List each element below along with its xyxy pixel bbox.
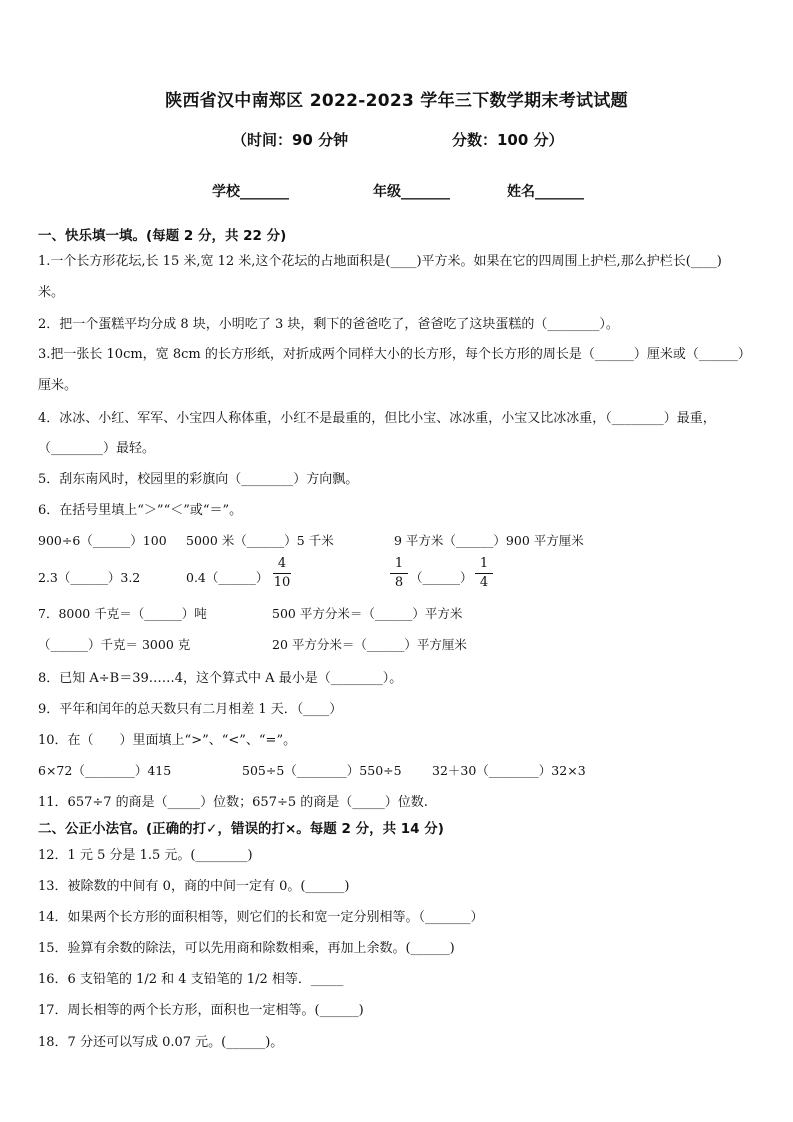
fraction-denominator: 4 [479, 575, 489, 590]
school-field: 学校_______ [212, 184, 289, 200]
question-11: 11．657÷7 的商是（_____）位数；657÷5 的商是（_____）位数. [38, 795, 428, 810]
name-field: 姓名_______ [507, 184, 584, 200]
question-10-item-a: 6×72（________）415 [38, 763, 172, 778]
question-7-item-c: （______）千克＝ 3000 克 [38, 637, 191, 652]
question-10-item-c: 32＋30（________）32×3 [432, 763, 586, 778]
grade-field: 年级_______ [373, 184, 450, 200]
question-6-item-e: 0.4（______） [186, 570, 269, 585]
section-2-heading: 二、公正小法官。(正确的打✓，错误的打×。每题 2 分，共 14 分) [38, 821, 444, 837]
fraction-1-8 [390, 556, 408, 591]
fraction-numerator: 1 [479, 556, 489, 571]
question-3-line-1: 3.把一张长 10cm，宽 8cm 的长方形纸，对折成两个同样大小的长方形，每个长方形的周长是（______）厘米或（______） [38, 347, 751, 362]
question-12: 12．1 元 5 分是 1.5 元。(________) [38, 848, 253, 863]
question-6: 6．在括号里填上“＞”“＜”或“＝”。 [38, 503, 243, 518]
fraction-1-4 [475, 556, 493, 591]
question-15: 15．验算有余数的除法，可以先用商和除数相乘，再加上余数。(______) [38, 941, 455, 956]
question-14: 14．如果两个长方形的面积相等，则它们的长和宽一定分别相等。（_______） [38, 910, 484, 925]
question-4-line-1: 4．冰冰、小红、军军、小宝四人称体重，小红不是最重的，但比小宝、冰冰重，小宝又比冰冰重，（________）最重， [38, 411, 716, 426]
exam-score: 分数：100 分） [452, 131, 564, 149]
section-1-heading: 一、快乐填一填。(每题 2 分，共 22 分) [38, 228, 287, 244]
question-6-item-d: 2.3（______）3.2 [38, 570, 141, 585]
fraction-bar [390, 573, 408, 574]
question-3-line-2: 厘米。 [38, 378, 78, 393]
question-2: 2．把一个蛋糕平均分成 8 块，小明吃了 3 块，剩下的爸爸吃了，爸爸吃了这块蛋糕的（________）。 [38, 317, 619, 332]
fraction-bar [475, 573, 493, 574]
exam-time: （时间：90 分钟 [232, 131, 349, 149]
question-7-item-d: 20 平方分米＝（______）平方厘米 [272, 637, 467, 652]
question-18: 18．7 分还可以写成 0.07 元。(______)。 [38, 1035, 284, 1050]
fraction-numerator: 1 [394, 556, 404, 571]
question-6-item-c: 9 平方米（______）900 平方厘米 [394, 533, 584, 548]
fraction-denominator: 8 [394, 575, 404, 590]
question-10-item-b: 505÷5（________）550÷5 [242, 763, 402, 778]
question-5: 5．刮东南风时，校园里的彩旗向（________）方向飘。 [38, 472, 359, 487]
question-16: 16．6 支铅笔的 1/2 和 4 支铅笔的 1/2 相等．_____ [38, 972, 344, 987]
question-10: 10．在（ ）里面填上“>”、“<”、“=”。 [38, 733, 297, 748]
question-1-line-1: 1.一个长方形花坛,长 15 米,宽 12 米,这个花坛的占地面积是(____)平方米。如果在它的四周围上护栏,那么护栏长(____) [38, 254, 722, 269]
question-6-item-a: 900÷6（______）100 [38, 533, 167, 548]
exam-title: 陕西省汉中南郑区 2022-2023 学年三下数学期末考试试题 [165, 91, 628, 111]
fraction-numerator: 4 [277, 556, 287, 571]
question-7-item-b: 500 平方分米＝（______）平方米 [272, 606, 463, 621]
question-13: 13．被除数的中间有 0，商的中间一定有 0。(______) [38, 879, 350, 894]
question-1-line-2: 米。 [38, 285, 65, 300]
question-7-item-a: 7．8000 千克＝（______）吨 [38, 606, 207, 621]
fraction-4-10 [273, 556, 291, 591]
question-6-item-f: （______） [410, 570, 473, 585]
question-8: 8．已知 A÷B＝39……4，这个算式中 A 最小是（________）。 [38, 671, 403, 686]
question-17: 17．周长相等的两个长方形，面积也一定相等。(______) [38, 1003, 364, 1018]
question-4-line-2: （________）最轻。 [38, 441, 156, 456]
question-9: 9．平年和闰年的总天数只有二月相差 1 天．（____） [38, 702, 343, 717]
question-6-item-b: 5000 米（______）5 千米 [186, 533, 334, 548]
fraction-bar [273, 573, 291, 574]
fraction-denominator: 10 [273, 575, 291, 590]
